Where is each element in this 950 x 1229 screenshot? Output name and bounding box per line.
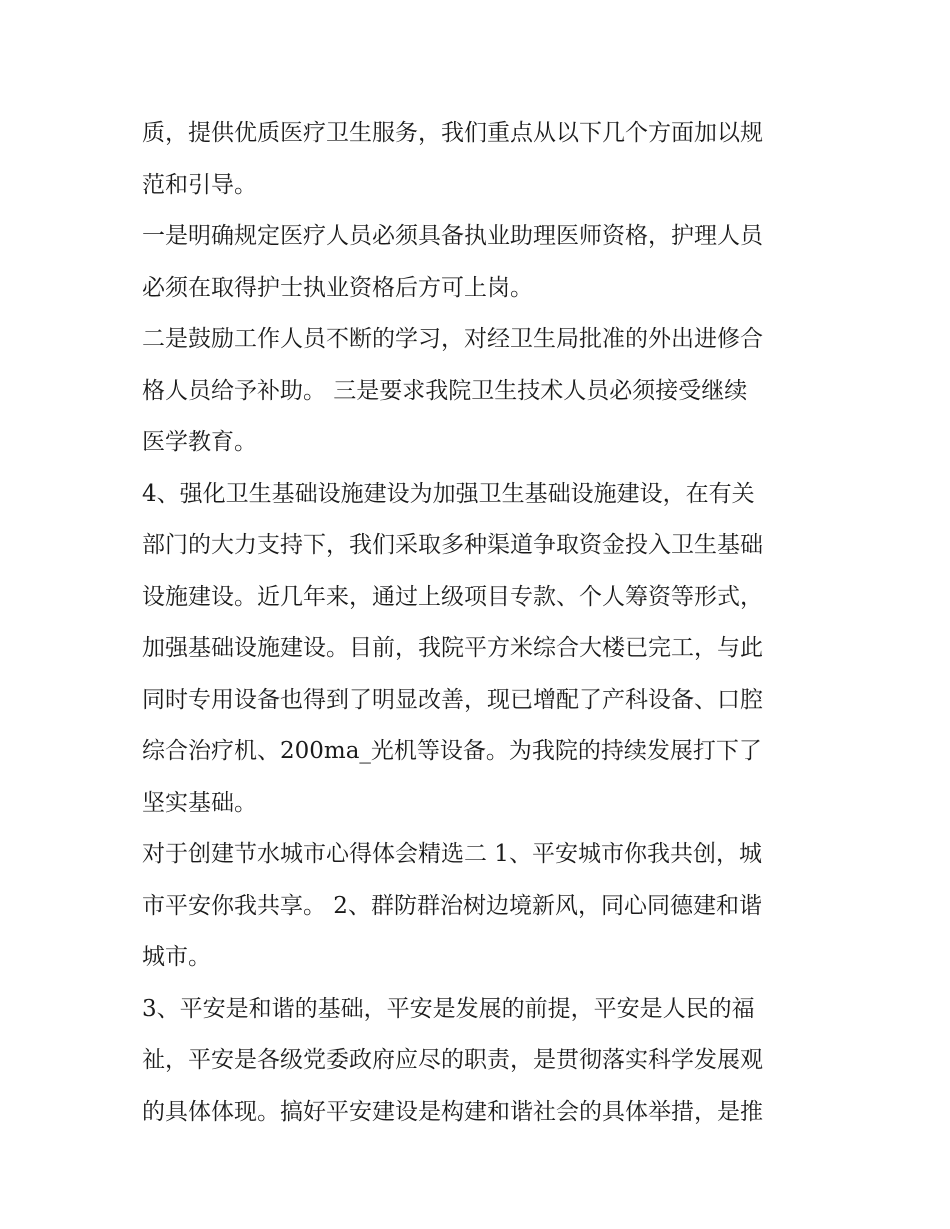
- text-line: 范和引导。: [142, 171, 257, 198]
- text-line: 市平安你我共享。 2、群防群治树边境新风，同心同德建和谐: [142, 892, 762, 919]
- text-line: 设施建设。近几年来，通过上级项目专款、个人筹资等形式，: [142, 583, 763, 610]
- text-line: 必须在取得护士执业资格后方可上岗。: [142, 274, 533, 301]
- text-line: 医学教育。: [142, 429, 257, 455]
- text-line: 对于创建节水城市心得体会精选二 1、平安城市你我共创，城: [142, 841, 762, 867]
- text-line: 二是鼓励工作人员不断的学习，对经卫生局批准的外出进修合: [142, 326, 763, 352]
- text-line: 质，提供优质医疗卫生服务，我们重点从以下几个方面加以规: [142, 120, 763, 146]
- text-line: 格人员给予补助。 三是要求我院卫生技术人员必须接受继续: [142, 377, 748, 404]
- text-line: 3、平安是和谐的基础，平安是发展的前提，平安是人民的福: [142, 995, 755, 1022]
- text-line: 部门的大力支持下，我们采取多种渠道争取资金投入卫生基础: [142, 532, 763, 558]
- text-line: 综合治疗机、200ma_光机等设备。为我院的持续发展打下了: [142, 738, 762, 764]
- text-line: 坚实基础。: [142, 789, 257, 816]
- text-line: 祉，平安是各级党委政府应尽的职责，是贯彻落实科学发展观: [142, 1047, 763, 1073]
- text-line: 一是明确规定医疗人员必须具备执业助理医师资格，护理人员: [142, 223, 763, 249]
- text-line: 城市。: [142, 944, 211, 970]
- document-body: [142, 108, 822, 1138]
- text-line: 同时专用设备也得到了明显改善，现已增配了产科设备、口腔: [142, 686, 763, 713]
- text-line: 4、强化卫生基础设施建设为加强卫生基础设施建设，在有关: [142, 480, 755, 507]
- text-line: 加强基础设施建设。目前，我院平方米综合大楼已完工，与此: [142, 635, 763, 661]
- text-line: 的具体体现。搞好平安建设是构建和谐社会的具体举措，是推: [142, 1098, 763, 1125]
